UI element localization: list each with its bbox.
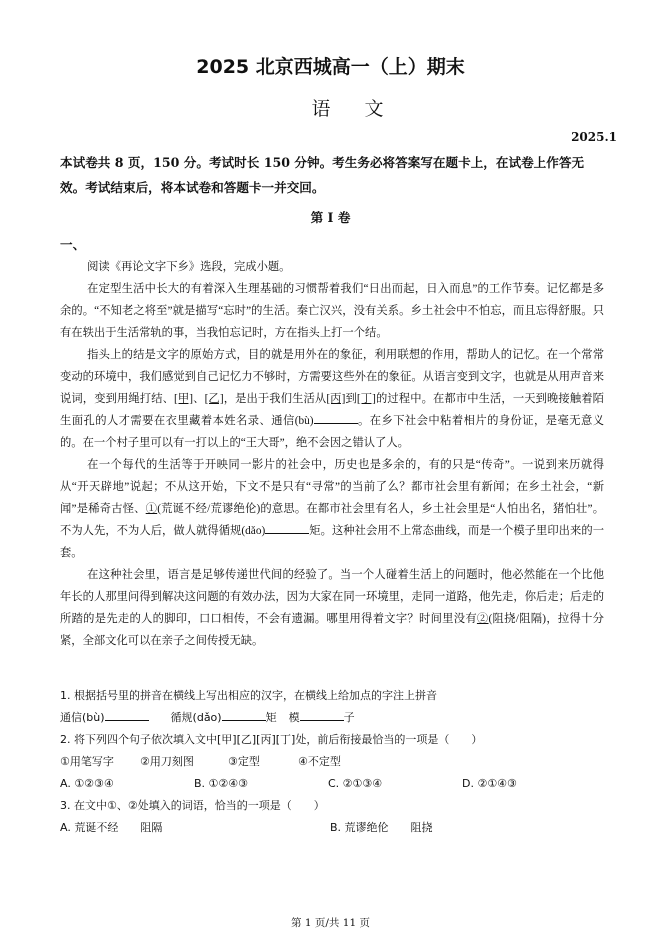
question-2-stem: 2. 将下列四个句子依次填入文中[甲][乙][丙][丁]处，前后衔接最恰当的一项是（ ）	[60, 733, 483, 746]
reading-intro: 阅读《再论文字下乡》选段，完成小题。	[87, 261, 291, 273]
blank-2: ②	[476, 613, 489, 625]
question-2-options	[60, 773, 604, 795]
passage-paragraph-4: 在这种社会里，语言是足够传递世代间的经验了。当一个人碰着生活上的问题时，他必然能在一个比他年长的人那里问得到解决这问题的有效办法，因为大家在同一环境里，走同一道路，他先走，你后走；后走的所踏的是先走的人的脚印，口口相传，不会有遗漏。哪里用得着文字？时间里没有②(阻挠/阻隔)，拉得十分紧，全部文化可以在亲子之间传授无缺。	[60, 569, 604, 647]
option-2b[interactable]: B. ①②④③	[194, 777, 248, 790]
option-3a[interactable]: A. 荒诞不经 阻隔	[60, 821, 163, 834]
page-footer: 第 1 页/共 11 页	[291, 917, 370, 929]
blank-yi: [乙]	[204, 393, 224, 405]
part-label: 第 I 卷	[310, 210, 351, 225]
answer-blank-bu[interactable]	[105, 709, 149, 721]
passage-paragraph-3: 在一个每代的生活等于开映同一影片的社会中，历史也是多余的，有的只是“传奇”。一说到来历就得从“开天辟地”说起；不从这开始，下文不是只有“寻常”的当前了么？都市社会里有新闻；在乡土社会，“新闻”是稀奇古怪、①(荒诞不经/荒谬绝伦)的意思。在都市社会里有名人，乡土社会里是“人怕出名，猪怕壮”。不为人先，不为人后，做人就得循规(dǎo) 矩。这种社会用不上常态曲线，而是一个模子里印出来的一套。	[60, 459, 604, 559]
fill-blank-dao	[265, 522, 309, 534]
question-1-items: 通信(bù) 循规(dǎo) 矩 模 子	[60, 711, 355, 724]
answer-blank-mo[interactable]	[300, 709, 344, 721]
passage-paragraph-2: 指头上的结是文字的原始方式，目的就是用外在的象征，利用联想的作用，帮助人的记忆。在一个常常变动的环境中，我们感觉到自己记忆力不够时，方需要这些外在的象征。从语言变到文字，也就是从用声音来说词，变到用绳打结、[甲]、[乙]，是出于我们生活从[丙]到[丁]的过程中。在都市中生活，一天到晚接触着陌生面孔的人才需要在衣里藏着本姓名录、通信(bù) 。在乡下社会中粘着相片的身份证，是毫无意义的。在一个村子里可以有一打以上的“王大哥”，绝不会因之错认了人。	[60, 349, 604, 449]
option-2c[interactable]: C. ②①③④	[328, 777, 383, 790]
blank-jia: [甲]	[174, 393, 194, 405]
question-2-sentences: ①用笔写字 ②用刀刻图 ③定型 ④不定型	[60, 755, 341, 768]
fill-blank-bu	[314, 412, 358, 424]
question-1-stem: 1. 根据括号里的拼音在横线上写出相应的汉字，在横线上给加点的字注上拼音	[60, 689, 437, 702]
option-3b[interactable]: B. 荒谬绝伦 阻挠	[330, 821, 433, 834]
option-2a[interactable]: A. ①②③④	[60, 777, 114, 790]
questions	[60, 685, 604, 839]
page-title: 2025 北京西城高一（上）期末	[196, 56, 465, 78]
question-3-options	[60, 817, 604, 839]
exam-notice: 本试卷共 8 页，150 分。考试时长 150 分钟。考生务必将答案写在题卡上，在试卷上作答无效。考试结束后，将本试卷和答题卡一并交回。	[60, 155, 585, 195]
answer-blank-dao[interactable]	[222, 709, 266, 721]
blank-1: ①	[145, 503, 158, 515]
subject-title: 语文	[311, 98, 418, 120]
question-3-stem: 3. 在文中①、②处填入的词语，恰当的一项是（ ）	[60, 799, 325, 812]
reading-passage	[60, 256, 604, 652]
section-label: 一、	[60, 237, 86, 252]
blank-bing: [丙]	[326, 393, 346, 405]
blank-ding: [丁]	[356, 393, 376, 405]
exam-date: 2025.1	[571, 130, 617, 144]
option-2d[interactable]: D. ②①④③	[462, 777, 517, 790]
passage-paragraph-1: 在定型生活中长大的有着深入生理基础的习惯帮着我们“日出而起，日入而息”的工作节奏。记忆都是多余的。“不知老之将至”就是描写“忘时”的生活。秦亡汉兴，没有关系。乡土社会中不怕忘，而且忘得舒服。只有在轶出于生活常轨的事，当我怕忘记时，方在指头上打一个结。	[60, 283, 604, 339]
